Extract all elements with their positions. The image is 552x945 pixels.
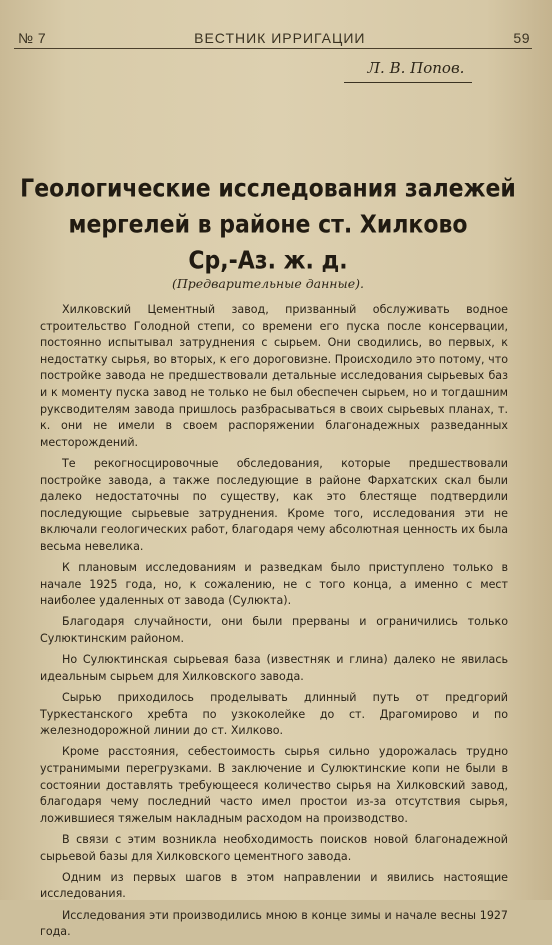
author-underline xyxy=(344,82,472,83)
running-header xyxy=(18,18,530,46)
article-body xyxy=(40,302,508,945)
paragraph: Исследования эти производились мною в конце зимы и начале весны 1927 года. xyxy=(40,908,508,939)
title-line: Геологические исследования залежей xyxy=(20,175,516,204)
issue-number: № 7 xyxy=(18,30,47,46)
title-line: Ср,-Аз. ж. д. xyxy=(188,247,348,276)
article-subtitle: (Предварительные данные). xyxy=(172,276,364,291)
title-line: мергелей в районе ст. Хилково xyxy=(68,211,468,240)
article-title xyxy=(18,172,518,280)
header-rule xyxy=(14,48,532,49)
journal-title: ВЕСТНИК ИРРИГАЦИИ xyxy=(194,30,366,46)
paragraph: Благодаря случайности, они были прерваны и ограничились только Сулюктинским районом. xyxy=(40,615,508,646)
paragraph: Те рекогносцировочные обследования, которые предшествовали постройке завода, а также последующие в районе Фархатских скал были далеко недостаточны по существу, как это блестяще подтвердили последующие сырьевые затруднения. Кроме того, исследования эти не включали геологических работ, благодаря чему абсолютная ценность их была весьма невелика. xyxy=(40,456,508,553)
paragraph: К плановым исследованиям и разведкам было приступлено только в начале 1925 года, но, к сожалению, не с того конца, а именно с мест наиболее удаленных от завода (Сулюкта). xyxy=(40,561,508,608)
page-number: 59 xyxy=(513,30,530,46)
paragraph: Одним из первых шагов в этом направлении и явились настоящие исследования. xyxy=(40,870,508,901)
paragraph: Кроме расстояния, себестоимость сырья сильно удорожалась трудно устранимыми перегрузками. В заключение и Сулюктинские копи не были в состоянии доставлять требующееся количество сырья на Хилковский завод, благодаря чему последний часто имел простои из-за отсутствия сырья, ложившиеся тяжелым накладным расходом на производство. xyxy=(40,745,508,825)
paragraph: Сырью приходилось проделывать длинный путь от предгорий Туркестанского хребта по узкоколейке до ст. Драгомирово и по железнодорожной линии до ст. Хилково. xyxy=(40,691,508,738)
paragraph: Но Сулюктинская сырьевая база (известняк и глина) далеко не явилась идеальным сырьем для Хилковского завода. xyxy=(40,653,508,683)
paragraph: Хилковский Цементный завод, призванный обслуживать водное строительство Голодной степи, со времени его пуска после консервации, постоянно испытывал затруднения с сырьем. Они сводились, во первых, к недостатку сырья, во вторых, к его дороговизне. Происходило это потому, что постройке завода не предшествовали детальные исследования сырьевых баз и к моменту пуска завод не только не был обеспечен сырьем, но и тогдашним руксводителям завода пришлось разбрасываться в своих сырьевых планах, т. к. они не имели в своем распоряжении благонадежных разведанных месторождений. xyxy=(40,303,508,449)
paragraph: В связи с этим возникла необходимость поисков новой благонадежной сырьевой базы для Хилковского цементного завода. xyxy=(40,832,508,863)
author-name: Л. В. Попов. xyxy=(367,59,465,77)
